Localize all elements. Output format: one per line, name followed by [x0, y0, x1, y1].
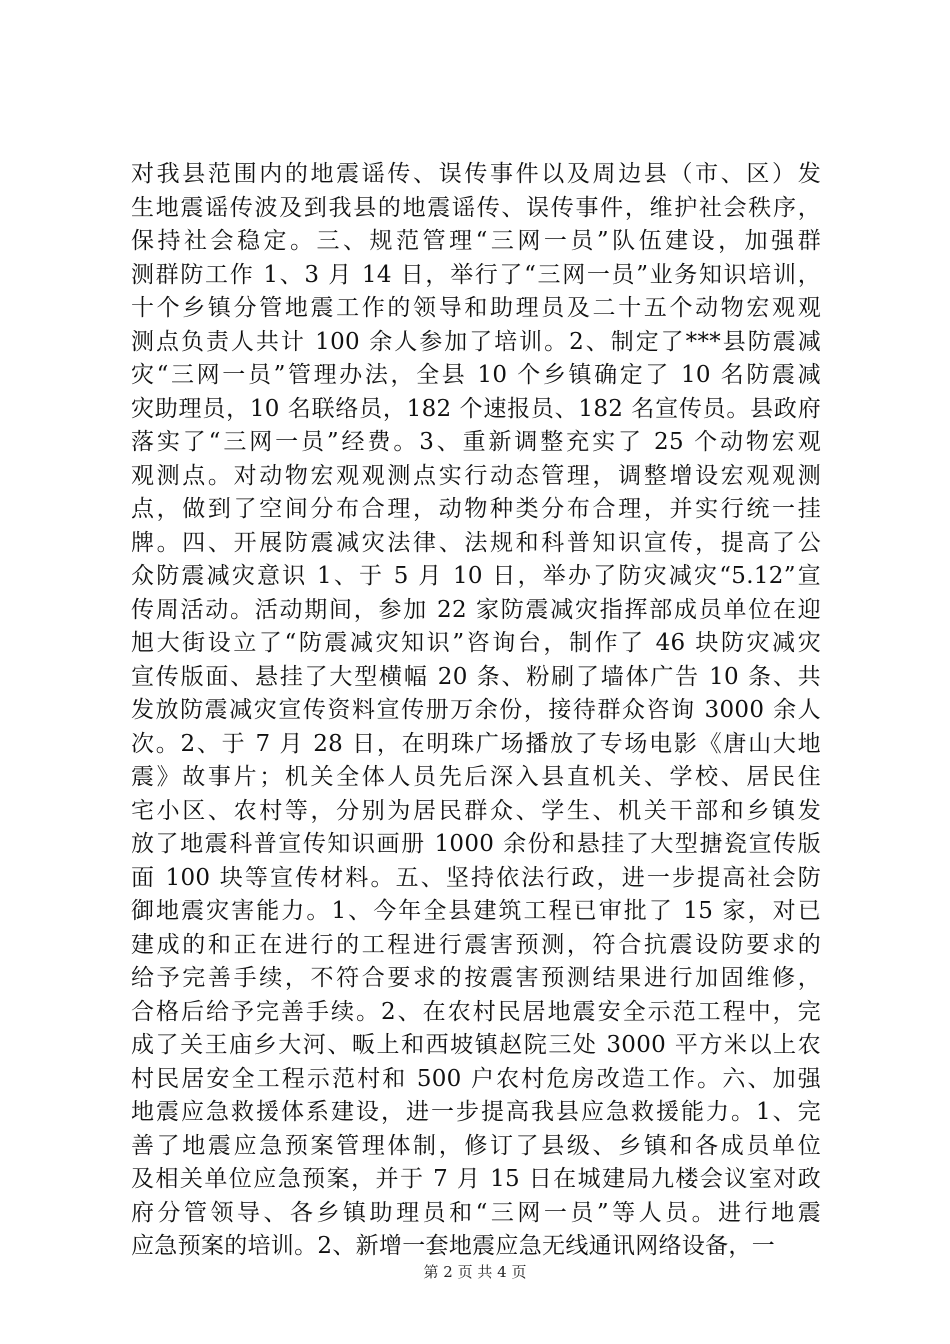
text-line: 测群防工作 1、3 月 14 日，举行了“三网一员”业务知识培训，: [131, 261, 821, 288]
text-line: 放了地震科普宣传知识画册 1000 余份和悬挂了大型搪瓷宣传版: [131, 831, 821, 857]
page-footer: [0, 1262, 950, 1282]
text-line: 建成的和正在进行的工程进行震害预测，符合抗震设防要求的: [131, 931, 821, 958]
text-line: 对我县范围内的地震谣传、误传事件以及周边县（市、区）发: [131, 161, 821, 187]
text-line: 合格后给予完善手续。2、在农村民居地震安全示范工程中，完: [131, 998, 821, 1025]
text-line: 观测点。对动物宏观观测点实行动态管理，调整增设宏观观测: [131, 462, 821, 489]
text-line: 众防震减灾意识 1、于 5 月 10 日，举办了防灾减灾“5.12”宣: [131, 563, 821, 589]
text-line: 十个乡镇分管地震工作的领导和助理员及二十五个动物宏观观: [131, 295, 821, 321]
text-line: 灾“三网一员”管理办法，全县 10 个乡镇确定了 10 名防震减: [131, 362, 821, 388]
text-line: 测点负责人共计 100 余人参加了培训。2、制定了***县防震减: [131, 328, 821, 355]
text-line: 震》故事片；机关全体人员先后深入县直机关、学校、居民住: [131, 764, 821, 790]
page-number-label: 第 2 页 共 4 页: [423, 1263, 527, 1281]
text-line: 地震应急救援体系建设，进一步提高我县应急救援能力。1、完: [131, 1099, 821, 1125]
text-line: 善了地震应急预案管理体制，修订了县级、乡镇和各成员单位: [131, 1132, 821, 1159]
text-line: 保持社会稳定。三、规范管理“三网一员”队伍建设，加强群: [131, 228, 821, 254]
text-line: 次。2、于 7 月 28 日，在明珠广场播放了专场电影《唐山大地: [131, 730, 821, 757]
text-line: 宣传版面、悬挂了大型横幅 20 条、粉刷了墙体广告 10 条、共: [131, 663, 821, 690]
text-line: 府分管领导、各乡镇助理员和“三网一员”等人员。进行地震: [131, 1199, 821, 1226]
text-line: 御地震灾害能力。1、今年全县建筑工程已审批了 15 家，对已: [131, 898, 821, 924]
text-line: 面 100 块等宣传材料。五、坚持依法行政，进一步提高社会防: [131, 864, 821, 891]
text-line: 落实了“三网一员”经费。3、重新调整充实了 25 个动物宏观: [131, 429, 821, 455]
text-line: 应急预案的培训。2、新增一套地震应急无线通讯网络设备，一: [131, 1233, 776, 1259]
text-line: 旭大街设立了“防震减灾知识”咨询台，制作了 46 块防灾减灾: [131, 630, 821, 656]
text-line: 牌。四、开展防震减灾法律、法规和科普知识宣传，提高了公: [131, 529, 821, 556]
text-line: 点，做到了空间分布合理，动物种类分布合理，并实行统一挂: [131, 496, 821, 522]
text-line: 宅小区、农村等，分别为居民群众、学生、机关干部和乡镇发: [131, 797, 821, 824]
text-line: 村民居安全工程示范村和 500 户农村危房改造工作。六、加强: [131, 1065, 821, 1092]
text-line: 及相关单位应急预案，并于 7 月 15 日在城建局九楼会议室对政: [131, 1166, 821, 1192]
text-line: 给予完善手续，不符合要求的按震害预测结果进行加固维修，: [131, 965, 821, 991]
text-line: 成了关王庙乡大河、畈上和西坡镇赵院三处 3000 平方米以上农: [131, 1032, 821, 1058]
text-line: 发放防震减灾宣传资料宣传册万余份，接待群众咨询 3000 余人: [131, 697, 821, 723]
text-line: 生地震谣传波及到我县的地震谣传、误传事件，维护社会秩序，: [131, 194, 821, 221]
body-text: [131, 158, 821, 1264]
text-line: 灾助理员，10 名联络员，182 个速报员、182 名宣传员。县政府: [131, 395, 821, 422]
text-line: 传周活动。活动期间，参加 22 家防震减灾指挥部成员单位在迎: [131, 596, 821, 623]
